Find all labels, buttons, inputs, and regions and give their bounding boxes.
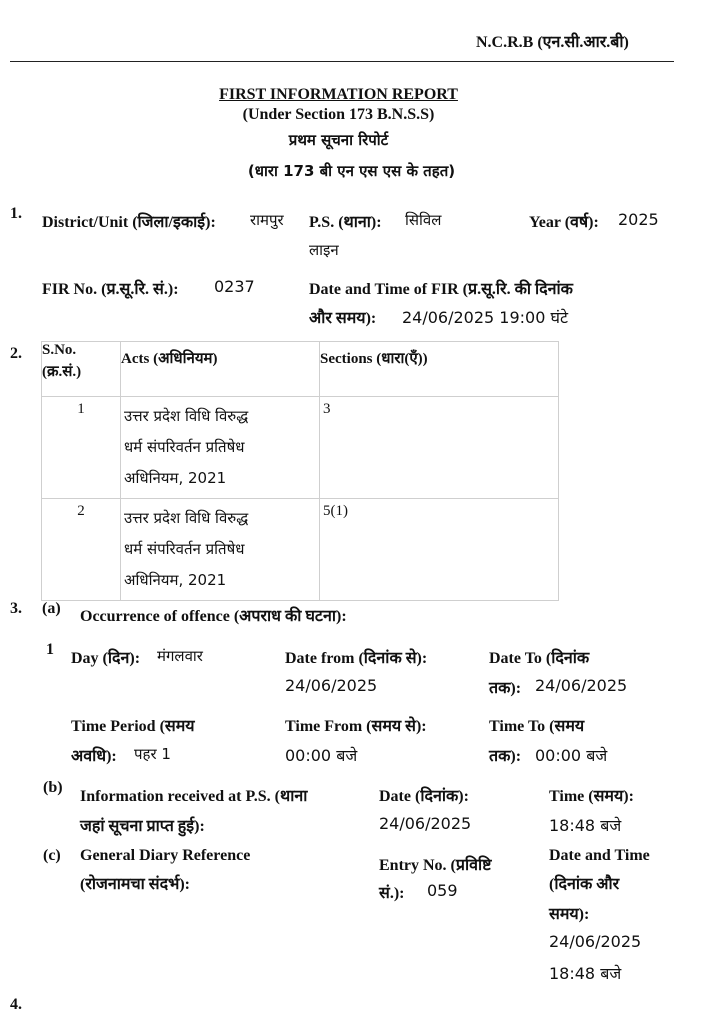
sub-b-label: (b) [43, 779, 63, 796]
day-value: मंगलवार [157, 647, 203, 665]
year-label: Year (वर्ष): [529, 214, 599, 231]
report-title-hindi: प्रथम सूचना रिपोर्ट [288, 131, 389, 149]
row-1-sno: 1 [42, 397, 121, 499]
date-to-label-1: Date To (दिनांक [489, 650, 590, 667]
acts-header [121, 342, 320, 397]
c-date-value: 24/06/2025 [549, 932, 642, 951]
sno-header [42, 342, 121, 397]
fir-number-value: 0237 [214, 277, 255, 296]
time-to-value: 00:00 बजे [535, 746, 608, 765]
entry-no-label-2: सं.): [379, 885, 405, 902]
b-time-label: Time (समय): [549, 788, 634, 805]
entry-no-label-1: Entry No. (प्रविष्टि [379, 857, 492, 874]
acts-header-label: Acts (अधिनियम) [121, 351, 218, 367]
time-to-label-2: तक): [489, 748, 522, 765]
c-datetime-label-2: (दिनांक और [549, 876, 620, 893]
ps-value-2: लाइन [309, 241, 339, 259]
b-date-value: 24/06/2025 [379, 814, 472, 833]
occurrence-item-number: 1 [46, 641, 54, 658]
c-time-value: 18:48 बजे [549, 964, 622, 983]
report-title: FIRST INFORMATION REPORT [219, 86, 458, 103]
sections-header [320, 342, 559, 397]
date-from-label: Date from (दिनांक से): [285, 650, 428, 667]
section-2-number: 2. [10, 345, 22, 362]
sno-header-en: S.No. [42, 342, 77, 358]
date-to-value: 24/06/2025 [535, 676, 628, 695]
acts-table-header-row [42, 342, 559, 397]
row-2-act-line-1: उत्तर प्रदेश विधि विरुद्ध [124, 509, 249, 527]
b-date-label: Date (दिनांक): [379, 788, 469, 805]
table-row [42, 397, 559, 499]
report-subtitle-hindi: (धारा 173 बी एन एस एस के तहत) [247, 162, 456, 180]
entry-no-value: 059 [427, 881, 458, 900]
header-divider [10, 61, 674, 62]
row-1-section: 3 [320, 397, 559, 499]
section-3-number: 3. [10, 600, 22, 617]
fir-datetime-label-2: और समय): [309, 310, 377, 327]
time-period-label-2: अवधि): [71, 748, 117, 765]
acts-table [41, 341, 559, 601]
fir-number-label: FIR No. (प्र.सू.रि. सं.): [42, 281, 179, 298]
gd-reference-label-1: General Diary Reference [80, 847, 251, 864]
day-label: Day (दिन): [71, 650, 141, 667]
sub-c-label: (c) [43, 847, 61, 864]
sections-header-label: Sections (धारा(एँ)) [320, 351, 428, 367]
ps-value-1: सिविल [405, 211, 442, 229]
section-4-number: 4. [10, 996, 22, 1013]
row-2-act [121, 499, 320, 601]
ps-label: P.S. (थाना): [309, 214, 382, 231]
c-datetime-label-1: Date and Time [549, 847, 650, 864]
info-received-label-2: जहां सूचना प्राप्त हुई): [80, 818, 205, 835]
fir-datetime-label-1: Date and Time of FIR (प्र.सू.रि. की दिनांक [309, 281, 573, 298]
ncrb-header: N.C.R.B (एन.सी.आर.बी) [476, 34, 629, 51]
section-1-number: 1. [10, 205, 22, 222]
time-from-value: 00:00 बजे [285, 746, 358, 765]
report-subtitle: (Under Section 173 B.N.S.S) [242, 106, 435, 123]
table-row [42, 499, 559, 601]
gd-reference-label-2: (रोजनामचा संदर्भ): [80, 876, 191, 893]
b-time-value: 18:48 बजे [549, 816, 622, 835]
time-period-label-1: Time Period (समय [71, 718, 195, 735]
time-to-label-1: Time To (समय [489, 718, 585, 735]
time-period-value: पहर 1 [134, 745, 171, 763]
year-value: 2025 [618, 210, 659, 229]
time-from-label: Time From (समय से): [285, 718, 427, 735]
row-2-act-line-3: अधिनियम, 2021 [124, 571, 227, 589]
date-to-label-2: तक): [489, 680, 522, 697]
row-1-act-line-1: उत्तर प्रदेश विधि विरुद्ध [124, 407, 249, 425]
row-2-sno: 2 [42, 499, 121, 601]
sub-a-label: (a) [42, 600, 61, 617]
row-1-act-line-3: अधिनियम, 2021 [124, 469, 227, 487]
occurrence-label: Occurrence of offence (अपराध की घटना): [80, 608, 347, 625]
row-2-act-line-2: धर्म संपरिवर्तन प्रतिषेध [124, 540, 245, 558]
c-datetime-label-3: समय): [549, 906, 590, 923]
info-received-label-1: Information received at P.S. (थाना [80, 788, 308, 805]
date-from-value: 24/06/2025 [285, 676, 378, 695]
row-2-section: 5(1) [320, 499, 559, 601]
district-label: District/Unit (जिला/इकाई): [42, 214, 216, 231]
row-1-act [121, 397, 320, 499]
row-1-act-line-2: धर्म संपरिवर्तन प्रतिषेध [124, 438, 245, 456]
district-value: रामपुर [250, 211, 284, 229]
sno-header-hi: (क्र.सं.) [42, 364, 82, 380]
fir-datetime-value: 24/06/2025 19:00 घंटे [402, 308, 569, 327]
